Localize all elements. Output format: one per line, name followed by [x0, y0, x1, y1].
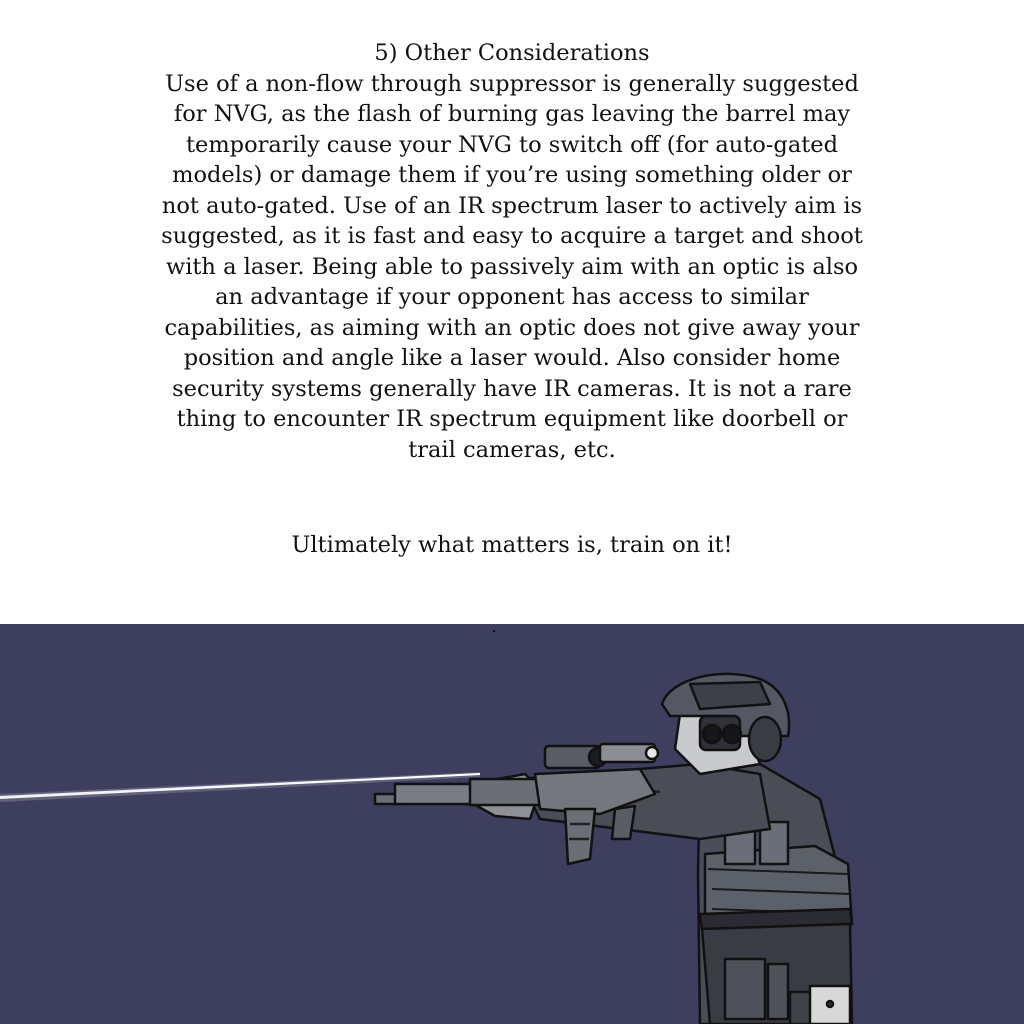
body-line: position and angle like a laser would. Also consider home	[183, 345, 841, 371]
body-line: trail cameras, etc.	[408, 436, 616, 463]
section-heading: 5) Other Considerations	[374, 40, 650, 66]
soldier-illustration	[0, 624, 1024, 1024]
illustration-svg	[0, 624, 1024, 1024]
body-line: Use of a non-flow through suppressor is generally suggested	[165, 70, 859, 97]
rifle-icon	[375, 744, 658, 864]
body-line: temporarily cause your NVG to switch off (for auto-gated	[185, 131, 838, 158]
body-line: suggested, as it is fast and easy to acquire a target and shoot	[161, 223, 863, 249]
body-line: not auto-gated. Use of an IR spectrum laser to actively aim is	[161, 192, 863, 219]
night-vision-goggles-icon	[700, 716, 741, 750]
closing-statement: Ultimately what matters is, train on it!	[291, 532, 733, 558]
body-line: with a laser. Being able to passively aim with an optic is also	[165, 253, 859, 280]
body-line: for NVG, as the flash of burning gas leaving the barrel may	[173, 101, 851, 127]
body-line: capabilities, as aiming with an optic does not give away your	[164, 314, 860, 341]
soldier-head	[662, 674, 789, 774]
body-line: thing to encounter IR spectrum equipment like doorbell or	[176, 406, 848, 432]
body-line: an advantage if your opponent has access to similar	[215, 284, 809, 310]
article-text	[0, 38, 1024, 465]
body-line: models) or damage them if you’re using something older or	[172, 162, 852, 188]
body-line: security systems generally have IR cameras. It is not a rare	[172, 375, 852, 402]
